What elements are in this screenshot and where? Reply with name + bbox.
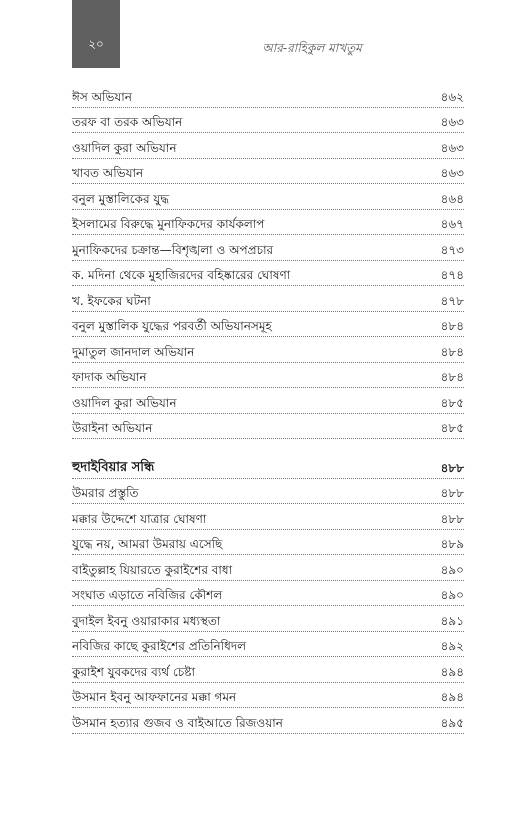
toc-entry-page: ৪৯১ [440,613,464,628]
page-number-tab [72,0,120,68]
toc-entry-page: ৪৯০ [440,588,464,602]
toc-entry-page: ৪৮৫ [440,395,464,410]
toc-entry [72,261,464,287]
toc-entry [72,479,464,505]
toc-entry [72,82,464,108]
toc-entry-page: ৪৮৪ [440,344,464,359]
toc-entry [72,632,464,658]
toc-entry [72,606,464,632]
toc-entry-page: ৪৮৫ [440,421,464,435]
toc-entry-page: ৪৬৪ [440,191,464,206]
toc-entry-title: খ. ইফকের ঘটনা [72,293,151,308]
toc-entry-page: ৪৯২ [440,639,464,653]
toc-entry [72,133,464,159]
section-spacer [72,439,464,453]
toc-entry-title: উরাইনা অভিযান [72,421,153,435]
toc-entry [72,504,464,530]
toc-entry [72,581,464,607]
toc-entry-title: উসমান ইবনু আফফানের মক্কা গমন [72,690,237,704]
toc-entry [72,555,464,581]
toc-section-heading [72,453,464,479]
toc-entry-page: ৪৭৪ [440,268,464,282]
toc-entry-page: ৪৯৪ [440,690,464,704]
toc-entry [72,210,464,236]
toc-entry-title: ঈস অভিযান [72,89,132,104]
toc-entry [72,708,464,734]
toc-entry-title: নবিজির কাছে কুরাইশের প্রতিনিধিদল [72,639,247,653]
toc-entry-title: ফাদাক অভিযান [72,370,147,384]
toc-entry-title: খাবত অভিযান [72,166,144,180]
toc-entry-page: ৪৮৮ [440,486,464,500]
toc-entry-page: ৪৯৫ [440,715,464,730]
toc-entry-title: কুরাইশ যুবকদের ব্যর্থ চেষ্টা [72,664,195,679]
toc-entry-title: বাইতুল্লাহ যিয়ারতে কুরাইশের বাধা [72,562,233,577]
toc-entry-title: উমরার প্রস্তুতি [72,486,139,500]
toc-entry-page: ৪৮৪ [440,370,464,384]
toc-entry-title: বুদাইল ইবনু ওয়ারাকার মধ্যস্থতা [72,613,221,628]
toc-section-title: হুদাইবিয়ার সন্ধি [72,459,155,475]
toc-entry-title: মুনাফিকদের চক্রান্ত—বিশৃঙ্খলা ও অপপ্রচার [72,242,274,257]
toc-entry-page: ৪৬৩ [440,140,464,155]
toc-section-page: ৪৮৮ [440,460,464,475]
toc-entry [72,184,464,210]
toc-entry-title: ইসলামের বিরুদ্ধে মুনাফিকদের কার্যকলাপ [72,217,265,231]
toc-entry-page: ৪৯০ [440,562,464,577]
toc-entry [72,159,464,185]
toc-entry-title: ক. মদিনা থেকে মুহাজিরদের বহিষ্কারের ঘোষণা [72,268,291,282]
toc-entry [72,286,464,312]
toc-entry-page: ৪৮৯ [440,537,464,551]
toc-entry [72,683,464,709]
toc-entry-title: বনুল মুস্তালিকের যুদ্ধ [72,191,170,206]
toc-entry [72,312,464,338]
toc-entry [72,657,464,683]
toc-entry-page: ৪৬৩ [440,166,464,180]
running-title: আর-রাহিকুল মাখতুম [262,41,362,55]
toc-entry [72,530,464,556]
toc-entry-title: সংঘাত এড়াতে নবিজির কৌশল [72,588,223,602]
toc-entry-page: ৪৮৮ [440,511,464,526]
toc-entry-page: ৪৬৩ [440,115,464,129]
page-number: ২০ [88,37,104,51]
toc-entry-title: বনুল মুস্তালিক যুদ্ধের পরবর্তী অভিযানসমূহ [72,319,272,333]
toc-entry-title: তরফ বা তরক অভিযান [72,115,183,129]
toc-entry [72,337,464,363]
toc-entry-page: ৪৭৩ [440,242,464,257]
toc-entry-title: উসমান হত্যার গুজব ও বাইআতে রিজওয়ান [72,715,283,730]
toc-entry-page: ৪৯৪ [440,664,464,679]
toc-entry-page: ৪৮৪ [440,319,464,333]
toc-entry-title: দুমাতুল জানদাল অভিযান [72,344,195,359]
toc-entry-page: ৪৬৭ [440,217,464,231]
toc-entry-title: যুদ্ধে নয়, আমরা উমরায় এসেছি [72,537,223,551]
table-of-contents [72,82,464,734]
toc-entry [72,414,464,440]
toc-entry-title: ওয়াদিল কুরা অভিযান [72,395,177,410]
toc-entry-title: ওয়াদিল কুরা অভিযান [72,140,177,155]
toc-entry [72,363,464,389]
toc-entry [72,235,464,261]
toc-entry-page: ৪৬২ [440,89,464,104]
toc-entry [72,388,464,414]
toc-entry [72,108,464,134]
toc-entry-page: ৪৭৮ [440,293,464,308]
toc-entry-title: মক্কার উদ্দেশে যাত্রার ঘোষণা [72,511,207,526]
